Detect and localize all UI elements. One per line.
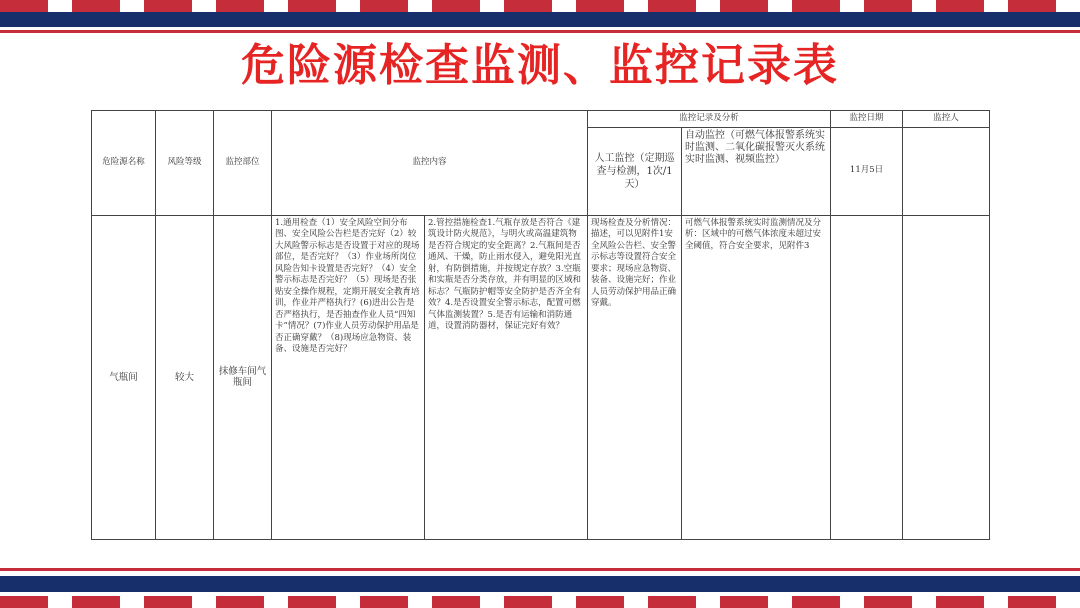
top-navy-band <box>0 12 1080 27</box>
row-monitor-area: 抹修车间气瓶间 <box>214 215 272 540</box>
row-content-specific: 2.管控措施检查1.气瓶存放是否符合《建筑设计防火规范》，与明火或高温建筑物是否符合规定的安全距离？2.气瓶间是否通风、干燥，防止雨水侵入，避免阳光直射，有防倒措施，并按规定存放？3.空瓶和实瓶是否分类存放，并有明显的区域和标志？气瓶防护帽等安全防护是否齐全有效？4.是否设置安全警示标志，配置可燃气体监测装置？5.是否有运输和消防通道，设置消防器材，保证完好有效？ <box>425 215 588 540</box>
header-monitor-person: 监控人 <box>903 111 990 128</box>
person-header-empty <box>903 127 990 215</box>
row-manual-record: 现场检查及分析情况：描述，可以见附件1安全风险公告栏、安全警示标志等设置符合安全要求；现场应急物资、装备、设施完好；作业人员劳动保护用品正确穿戴。 <box>588 215 682 540</box>
date-value: 11月5日 <box>831 127 903 215</box>
header-hazard-name: 危险源名称 <box>92 111 156 216</box>
row-auto-record: 可燃气体报警系统实时监测情况及分析：区域中的可燃气体浓度未超过安全阈值，符合安全要求，见附件3 <box>682 215 831 540</box>
header-risk-level: 风险等级 <box>156 111 214 216</box>
header-manual-monitor: 人工监控（定期巡查与检测，1次/1天） <box>588 127 682 215</box>
row-hazard-name: 气瓶间 <box>92 215 156 540</box>
header-monitor-date: 监控日期 <box>831 111 903 128</box>
row-date <box>831 215 903 540</box>
row-risk-level: 较大 <box>156 215 214 540</box>
header-monitor-content: 监控内容 <box>272 111 588 216</box>
header-record-analysis: 监控记录及分析 <box>588 111 831 128</box>
top-stripe-band <box>0 0 1080 12</box>
page-title: 危险源检查监测、监控记录表 <box>241 40 839 91</box>
header-auto-monitor: 自动监控（可燃气体报警系统实时监测、二氧化碳报警灭火系统实时监测、视频监控） <box>682 127 831 215</box>
bottom-stripe-band <box>0 596 1080 608</box>
record-table <box>91 110 990 540</box>
bottom-navy-band <box>0 576 1080 592</box>
top-red-line <box>0 30 1080 33</box>
header-monitor-area: 监控部位 <box>214 111 272 216</box>
row-content-general: 1.通用检查（1）安全风险空间分布图、安全风险公告栏是否完好（2）较大风险警示标志是否设置于对应的现场部位，是否完好？（3）作业场所岗位风险告知卡设置是否完好？（4）安全警示标志是否完好？（5）现场是否张贴安全操作规程，定期开展安全教育培训，作业并严格执行？(6)进出公告是否严格执行，是否抽查作业人员“四知卡”情况？(7)作业人员劳动保护用品是否正确穿戴？（8)现场应急物资、装备、设施是否完好？ <box>272 215 425 540</box>
row-person <box>903 215 990 540</box>
bottom-red-line <box>0 568 1080 571</box>
